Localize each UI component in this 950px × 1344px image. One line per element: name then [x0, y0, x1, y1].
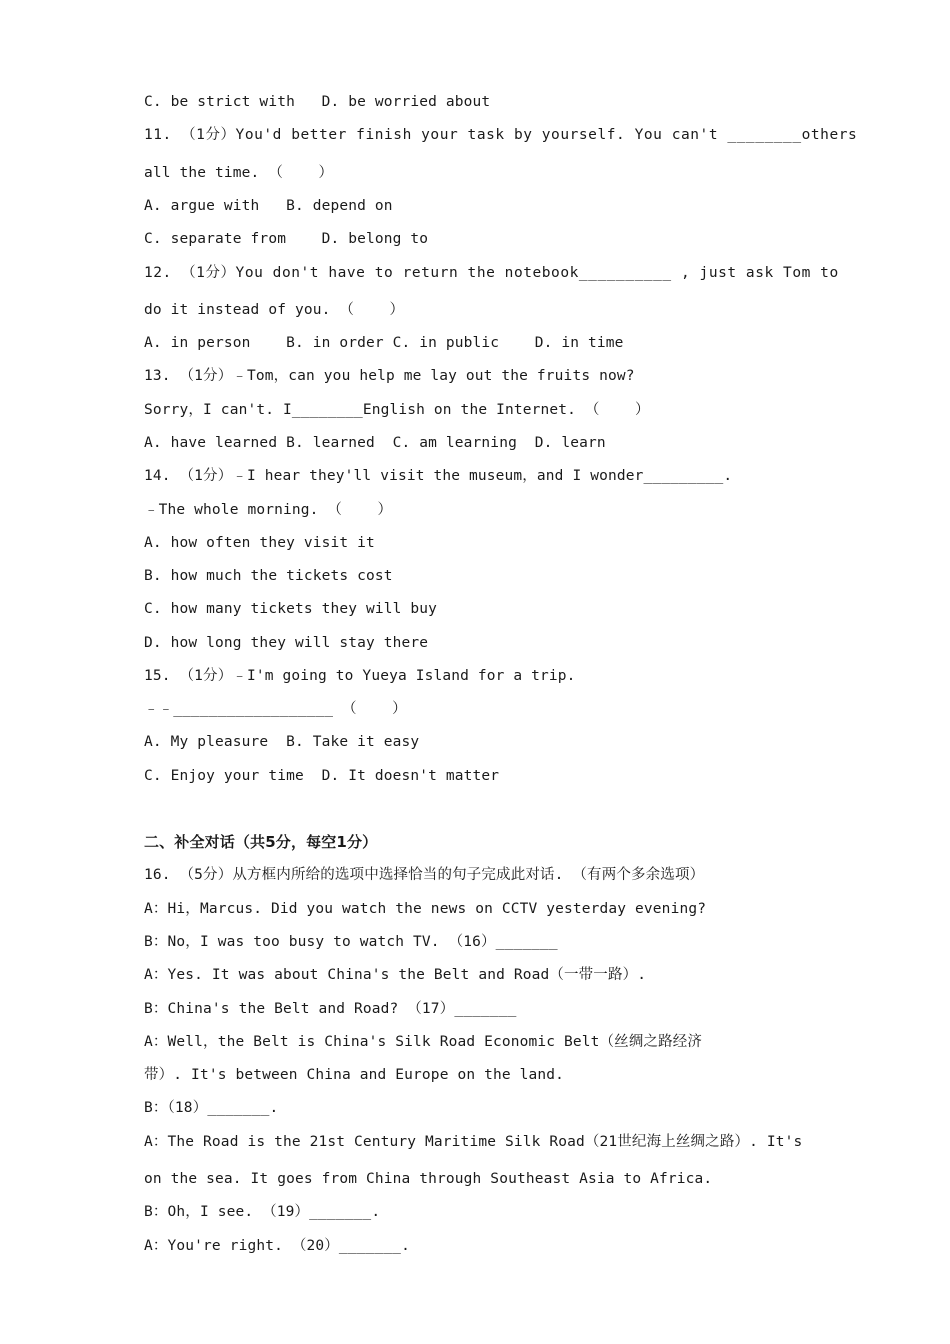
dialogue-line: on the sea. It goes from China through Southeast Asia to Africa. [144, 1171, 713, 1187]
q12-stem-cont: do it instead of you. （ ） [144, 302, 405, 318]
section-heading: 二、补全对话（共5分，每空1分） [144, 833, 378, 851]
q11-stem: 11. （1分）You'd better finish your task by yourself. You can't ________others [144, 127, 858, 143]
q14-option-c: C. how many tickets they will buy [144, 601, 438, 617]
q15-stem: 15. （1分）﹣I'm going to Yueya Island for a trip. [144, 668, 576, 684]
q11-stem-cont: all the time. （ ） [144, 165, 334, 181]
q15-options-cd: C. Enjoy your time D. It doesn't matter [144, 768, 500, 784]
q13-stem: 13. （1分）﹣Tom，can you help me lay out the fruits now? [144, 368, 635, 384]
dialogue-line: 带）. It's between China and Europe on the land. [144, 1067, 565, 1083]
q13-options: A. have learned B. learned C. am learning D. learn [144, 435, 606, 451]
dialogue-line: B：China's the Belt and Road? （17）_______ [144, 1001, 517, 1017]
q13-reply: Sorry，I can't. I________English on the Internet. （ ） [144, 402, 650, 418]
dialogue-line: A：Hi，Marcus. Did you watch the news on CCTV yesterday evening? [144, 901, 707, 917]
q12-options: A. in person B. in order C. in public D. in time [144, 335, 624, 351]
q10-options-cd: C. be strict with D. be worried about [144, 94, 491, 110]
dialogue-line: B：（18）_______. [144, 1100, 279, 1116]
q14-reply: ﹣The whole morning. （ ） [144, 502, 393, 518]
q15-options-ab: A. My pleasure B. Take it easy [144, 734, 420, 750]
q14-option-a: A. how often they visit it [144, 535, 375, 551]
q11-options-cd: C. separate from D. belong to [144, 231, 429, 247]
q11-options-ab: A. argue with B. depend on [144, 198, 393, 214]
q14-option-b: B. how much the tickets cost [144, 568, 393, 584]
q16-instruction: 16. （5分）从方框内所给的选项中选择恰当的句子完成此对话. （有两个多余选项） [144, 867, 705, 883]
q14-stem: 14. （1分）﹣I hear they'll visit the museum，and I wonder_________. [144, 468, 733, 484]
q15-reply: ﹣﹣__________________ （ ） [144, 701, 407, 717]
dialogue-line: B：Oh，I see. （19）_______. [144, 1204, 381, 1220]
q14-option-d: D. how long they will stay there [144, 635, 429, 651]
dialogue-line: A：You're right. （20）_______. [144, 1238, 410, 1254]
dialogue-line: B：No，I was too busy to watch TV. （16）_______ [144, 934, 558, 950]
dialogue-line: A：Yes. It was about China's the Belt and Road（一带一路）. [144, 967, 647, 983]
dialogue-line: A：Well，the Belt is China's Silk Road Economic Belt（丝绸之路经济 [144, 1034, 703, 1050]
dialogue-line: A：The Road is the 21st Century Maritime Silk Road（21世纪海上丝绸之路）. It's [144, 1134, 803, 1150]
q12-stem: 12. （1分）You don't have to return the notebook__________ , just ask Tom to [144, 265, 839, 281]
